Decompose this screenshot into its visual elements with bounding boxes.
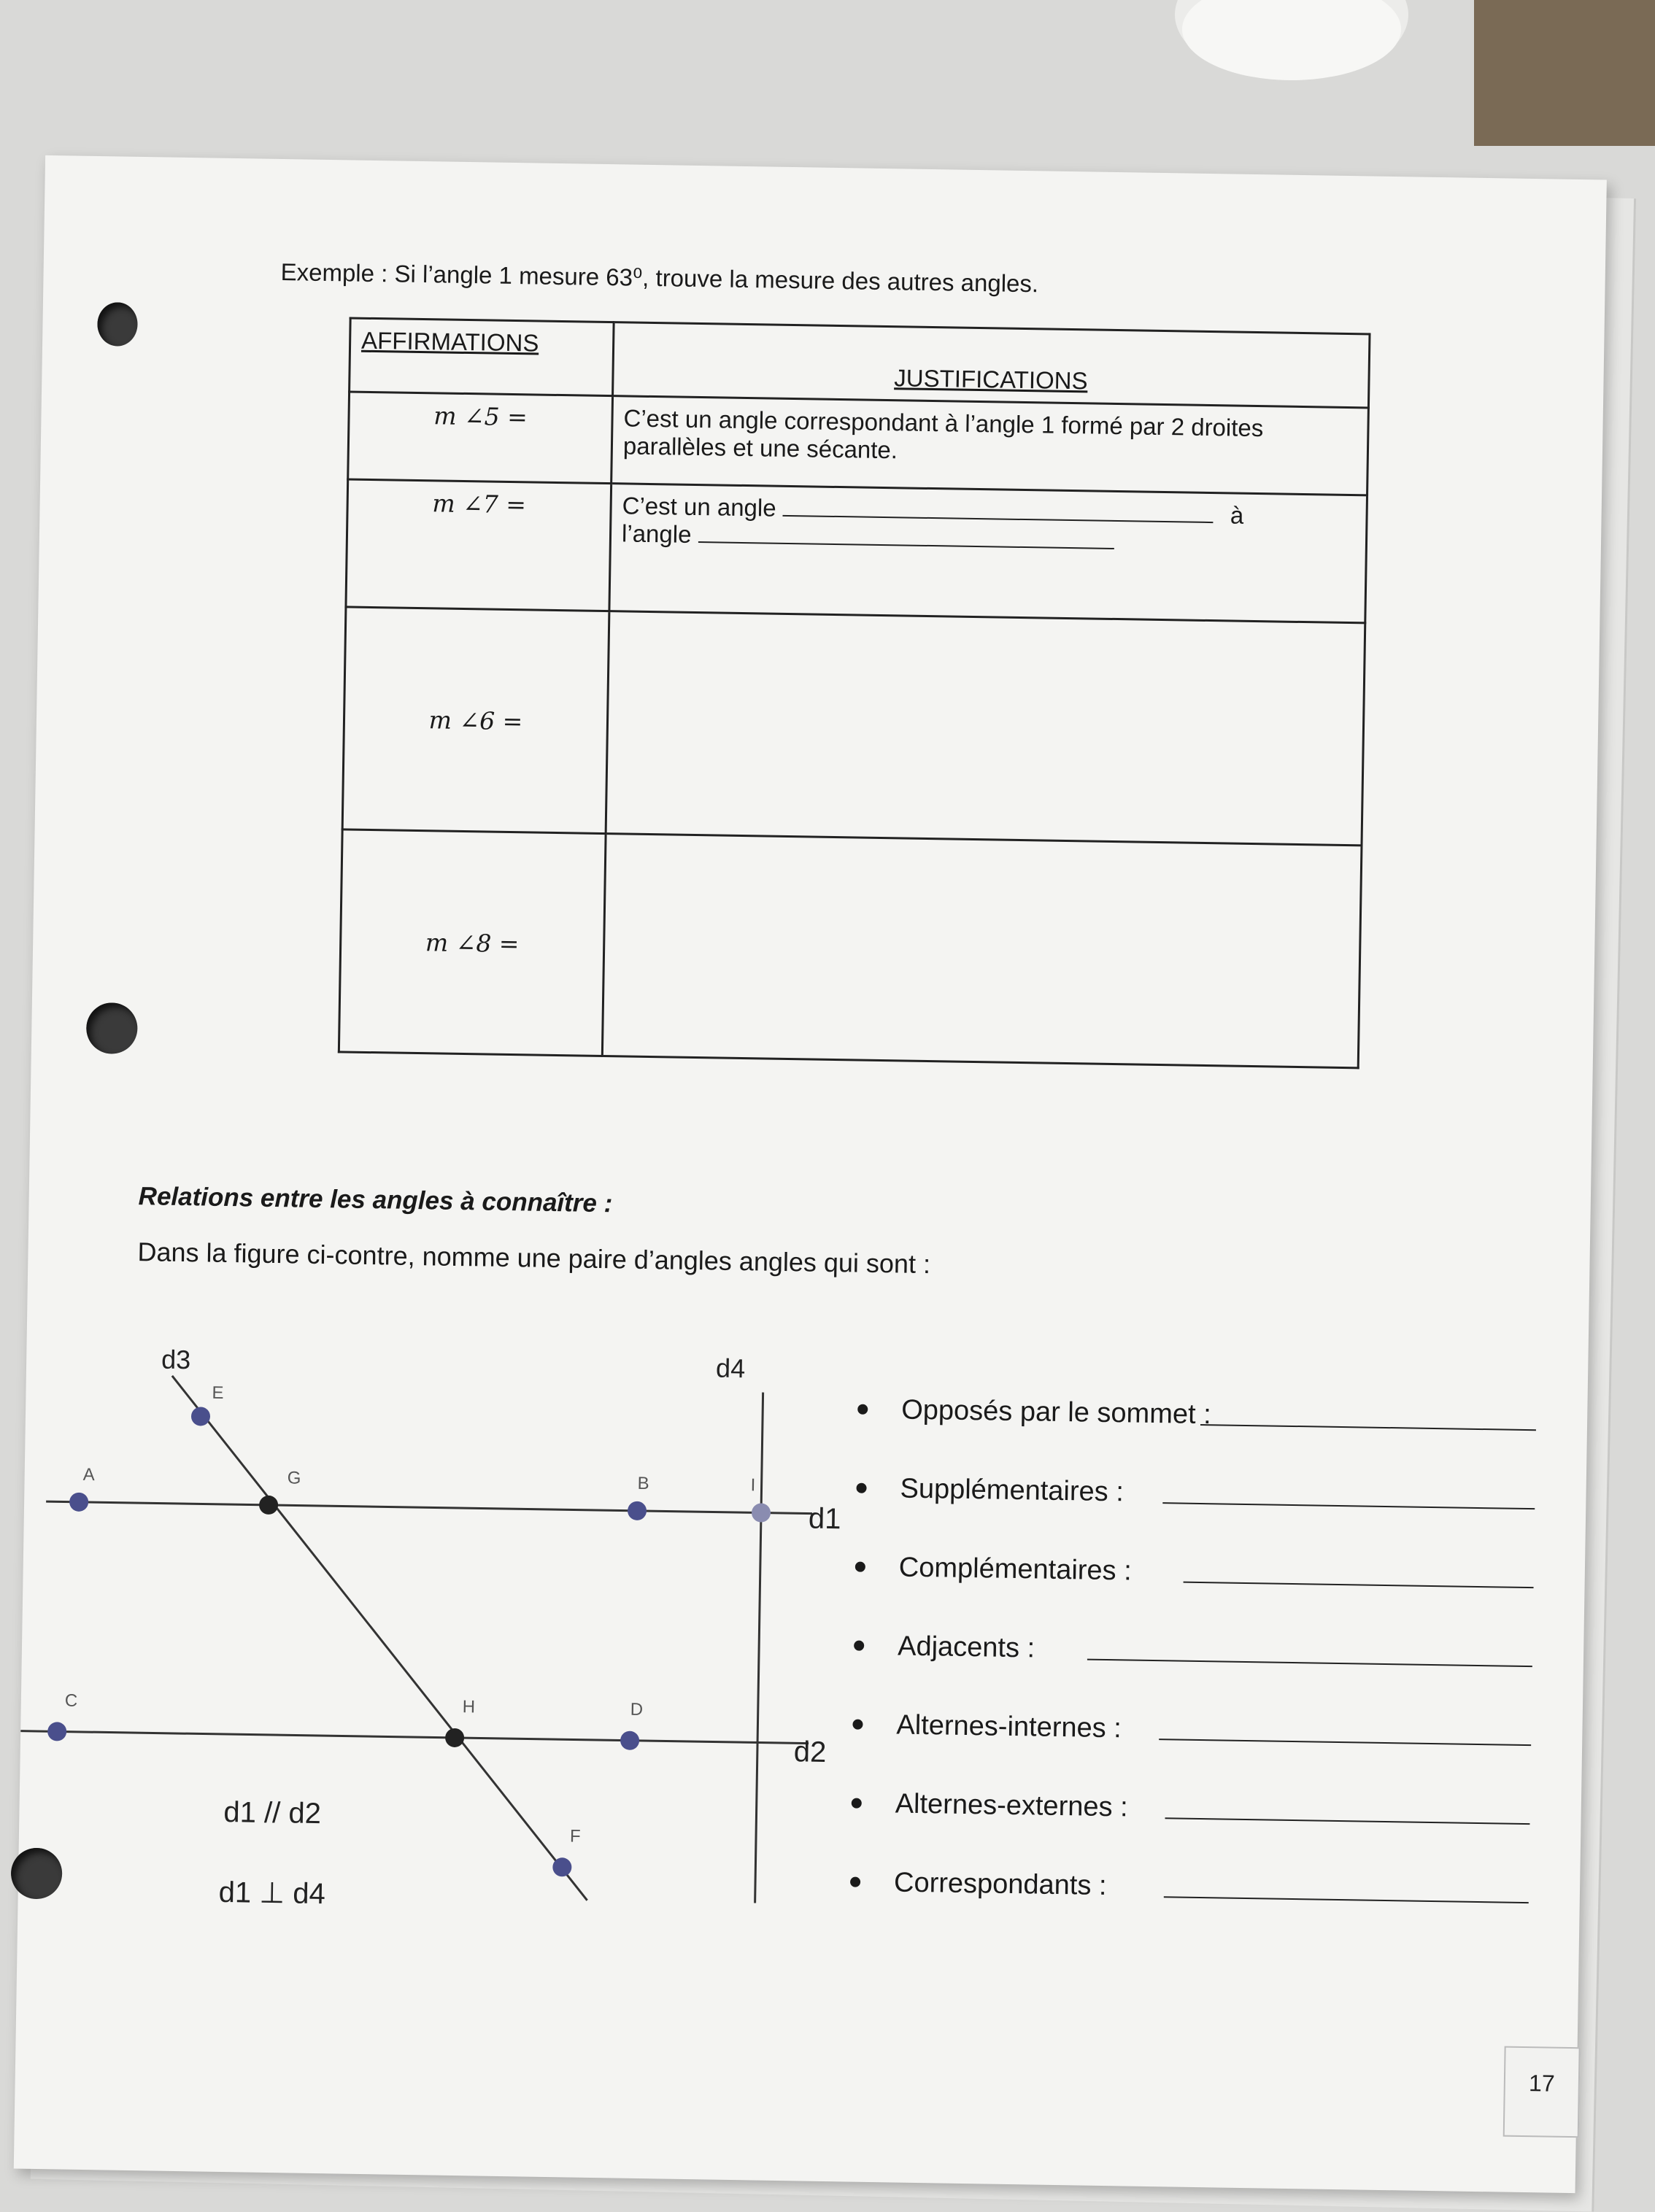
answer-line[interactable]: [1164, 1896, 1529, 1903]
affirmation-cell: m ∠8 =: [339, 830, 606, 1056]
point-c: [47, 1722, 66, 1741]
line-d1: [46, 1501, 812, 1513]
answer-line[interactable]: [1087, 1659, 1532, 1668]
relation-label: Alternes-internes :: [896, 1709, 1122, 1744]
perpendicular-note: d1 ⊥ d4: [218, 1876, 326, 1911]
label-c: C: [64, 1690, 78, 1711]
header-justifications: JUSTIFICATIONS: [613, 322, 1370, 408]
label-d2: d2: [793, 1736, 827, 1768]
binder-hole: [97, 302, 138, 347]
label-b: B: [637, 1473, 649, 1494]
label-a: A: [82, 1464, 95, 1485]
relations-title: Relations entre les angles à connaître :: [138, 1182, 613, 1218]
point-a: [69, 1493, 88, 1512]
answer-line[interactable]: [1184, 1582, 1534, 1589]
worksheet-page: [14, 155, 1607, 2193]
binder-hole: [86, 1002, 138, 1054]
page-number-box: [1503, 2046, 1581, 2138]
relation-label: Supplémentaires :: [900, 1473, 1124, 1508]
table-row: [346, 479, 1367, 623]
answer-line[interactable]: [1159, 1739, 1531, 1746]
label-d4: d4: [715, 1353, 746, 1384]
label-i: I: [750, 1475, 756, 1496]
point-d: [620, 1731, 639, 1750]
relation-label: Adjacents :: [897, 1631, 1035, 1664]
point-e: [191, 1407, 210, 1426]
affirmation-cell: m ∠7 =: [346, 479, 612, 611]
relation-label: Complémentaires :: [898, 1552, 1133, 1587]
affirmation-cell: m ∠6 =: [342, 607, 609, 834]
label-d3: d3: [161, 1344, 191, 1375]
point-h: [445, 1728, 464, 1747]
line-d2: [20, 1731, 809, 1744]
answer-line[interactable]: [1162, 1502, 1535, 1509]
justification-cell: [602, 834, 1362, 1068]
relation-label: Correspondants :: [893, 1867, 1107, 1902]
answer-line[interactable]: [1165, 1817, 1529, 1825]
justification-text: à: [1230, 501, 1244, 529]
answer-line[interactable]: [1200, 1424, 1536, 1431]
header-affirmations: AFFIRMATIONS: [350, 318, 614, 396]
desk-objects: [1058, 0, 1655, 146]
white-object-highlight: [1182, 0, 1401, 80]
justification-text: l’angle: [621, 519, 692, 548]
table-row: [342, 607, 1365, 846]
table-row: [348, 392, 1369, 495]
point-g: [259, 1496, 278, 1515]
figure-instruction: Dans la figure ci-contre, nomme une paire d’angles angles qui sont :: [137, 1237, 931, 1280]
label-d: D: [630, 1699, 644, 1720]
line-d4: [755, 1393, 763, 1903]
parallel-note: d1 // d2: [223, 1796, 322, 1830]
blank-line: [783, 496, 1214, 523]
relation-label: Alternes-externes :: [895, 1788, 1128, 1823]
page-number: 17: [1528, 2070, 1555, 2097]
label-d1: d1: [808, 1502, 841, 1536]
table-row: [339, 830, 1362, 1068]
label-h: H: [462, 1697, 476, 1717]
point-i: [752, 1503, 771, 1522]
justification-cell: [606, 611, 1365, 846]
affirmation-cell: m ∠5 =: [348, 392, 613, 484]
justification-text: C’est un angle: [622, 492, 776, 522]
point-b: [628, 1501, 647, 1520]
example-instruction: Exemple : Si l’angle 1 mesure 63⁰, trouve la mesure des autres angles.: [280, 258, 1039, 298]
affirmations-table: [338, 317, 1371, 1069]
blank-line: [698, 522, 1114, 549]
bullet-icon: [856, 1483, 866, 1493]
geometry-figure: [18, 1293, 873, 1934]
label-e: E: [212, 1382, 224, 1403]
label-f: F: [569, 1826, 581, 1846]
justification-cell: C’est un angle correspondant à l’angle 1 formé par 2 droites parallèles et une sécante.: [612, 396, 1369, 495]
justification-cell: [609, 484, 1367, 623]
relation-label: Opposés par le sommet :: [900, 1394, 1212, 1431]
sand-object: [1474, 0, 1655, 146]
bullet-icon: [854, 1641, 864, 1651]
label-g: G: [287, 1468, 301, 1488]
